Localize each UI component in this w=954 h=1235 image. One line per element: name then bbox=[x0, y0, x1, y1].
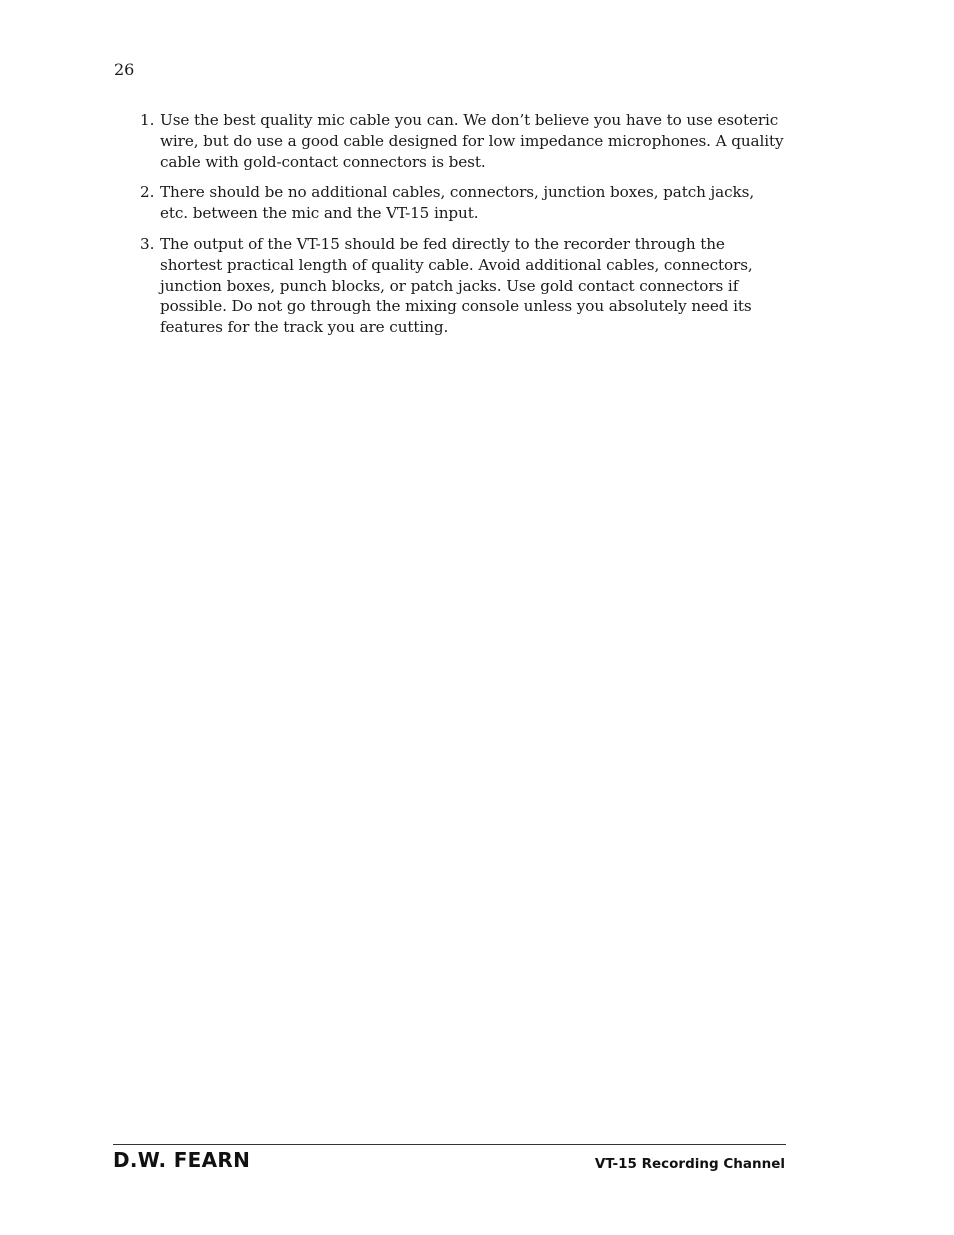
list-item-text: The output of the VT-15 should be fed directly to the recorder through the shortest practical length of quality cable. Avoid additional cables, connectors, junction boxes, punch blocks, or patch jacks. Use gold contact connectors if possible. Do not go through the mixing console unless you absolutely need its features for the track you are cutting. bbox=[160, 234, 753, 337]
list-item bbox=[140, 110, 785, 172]
list-item-number: 2. bbox=[140, 183, 155, 202]
brand-logo: D.W. FEARN bbox=[113, 1148, 251, 1172]
list-item-text: There should be no additional cables, connectors, junction boxes, patch jacks, etc. between the mic and the VT-15 input. bbox=[160, 183, 755, 223]
list-item-number: 1. bbox=[140, 111, 155, 129]
product-title: VT-15 Recording Channel bbox=[594, 1156, 785, 1172]
footer-divider bbox=[113, 1144, 786, 1145]
list-item bbox=[140, 182, 785, 224]
instruction-list bbox=[140, 110, 785, 348]
list-item-number: 3. bbox=[140, 234, 155, 253]
list-item bbox=[140, 234, 785, 338]
page-number: 26 bbox=[114, 60, 135, 79]
list-item-text: Use the best quality mic cable you can. We don’t believe you have to use esoteric wire, but do use a good cable designed for low impedance microphones. A quality cable with gold-contact connectors is best. bbox=[160, 111, 784, 171]
